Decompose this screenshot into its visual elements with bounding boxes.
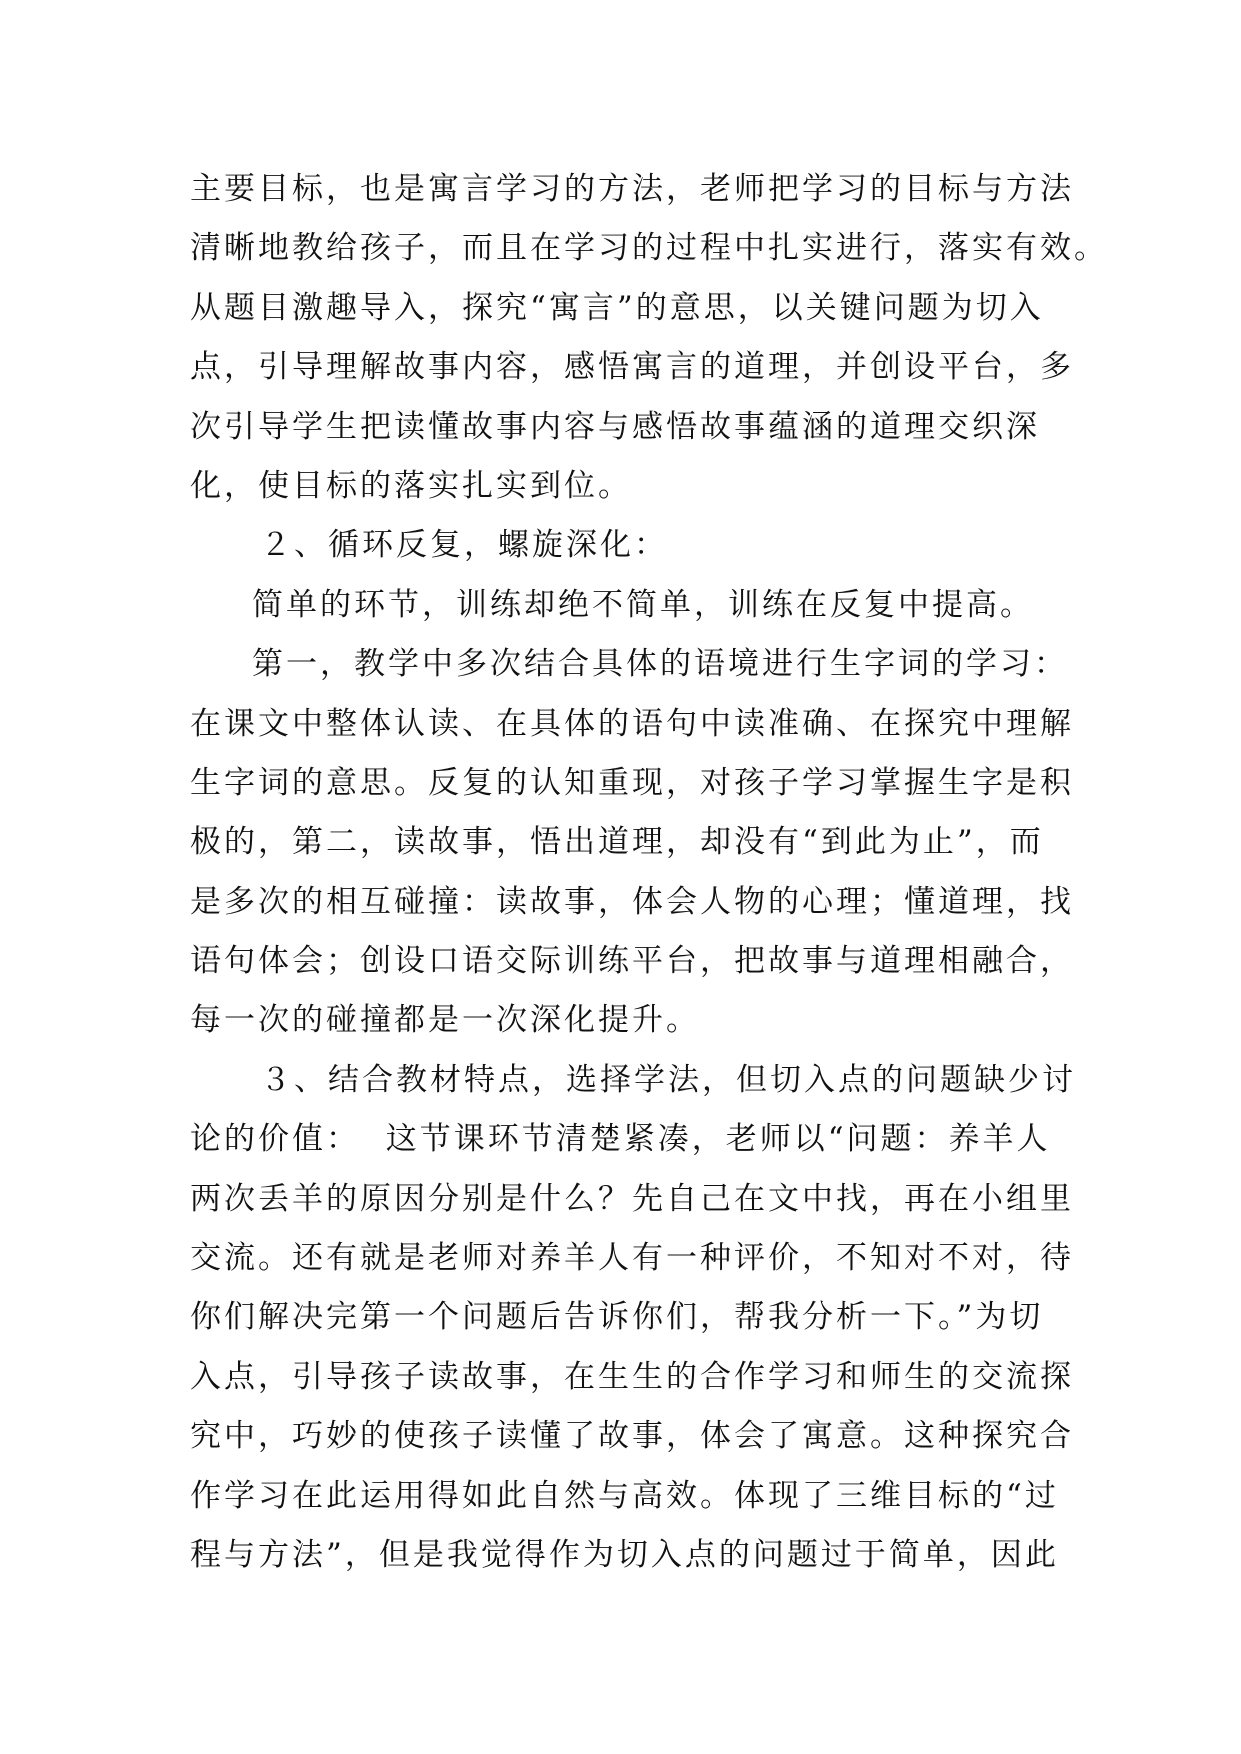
text-line: 在课文中整体认读、在具体的语句中读准确、在探究中理解: [190, 705, 1074, 742]
text-line: 每一次的碰撞都是一次深化提升。: [190, 1002, 700, 1039]
text-line: 是多次的相互碰撞：读故事，体会人物的心理；懂道理，找: [190, 883, 1074, 920]
text-line: 清晰地教给孩子，而且在学习的过程中扎实进行，落实有效。: [190, 230, 1108, 267]
section-heading-3: ３、结合教材特点，选择学法，但切入点的问题缺少讨: [260, 1061, 1076, 1098]
text-line: 化，使目标的落实扎实到位。: [190, 467, 632, 504]
text-line: 究中，巧妙的使孩子读懂了故事，体会了寓意。这种探究合: [190, 1418, 1074, 1455]
text-line: 点，引导理解故事内容，感悟寓言的道理，并创设平台，多: [190, 349, 1074, 386]
section-heading-2: ２、循环反复，螺旋深化：: [260, 527, 668, 564]
text-line: 生字词的意思。反复的认知重现，对孩子学习掌握生字是积: [190, 764, 1074, 801]
text-line: 语句体会；创设口语交际训练平台，把故事与道理相融合，: [190, 943, 1074, 980]
text-line: 论的价值： 这节课环节清楚紧凑，老师以“问题：养羊人: [190, 1121, 1051, 1158]
text-line: 你们解决完第一个问题后告诉你们，帮我分析一下。”为切: [190, 1299, 1044, 1336]
text-line: 简单的环节，训练却绝不简单，训练在反复中提高。: [252, 586, 1034, 623]
text-line: 入点，引导孩子读故事，在生生的合作学习和师生的交流探: [190, 1358, 1074, 1395]
text-line: 从题目激趣导入，探究“寓言”的意思，以关键问题为切入: [190, 289, 1044, 326]
text-line: 主要目标，也是寓言学习的方法，老师把学习的目标与方法: [190, 171, 1074, 207]
text-line: 两次丢羊的原因分别是什么？先自己在文中找，再在小组里: [190, 1180, 1074, 1217]
text-line: 极的，第二，读故事，悟出道理，却没有“到此为止”，而: [190, 824, 1044, 861]
body-text: [190, 160, 1108, 1585]
text-line: 交流。还有就是老师对养羊人有一种评价，不知对不对，待: [190, 1240, 1074, 1277]
text-line: 作学习在此运用得如此自然与高效。体现了三维目标的“过: [190, 1477, 1059, 1514]
text-line: 次引导学生把读懂故事内容与感悟故事蕴涵的道理交织深: [190, 408, 1040, 445]
text-line: 第一，教学中多次结合具体的语境进行生字词的学习：: [252, 646, 1068, 683]
text-line: 程与方法”，但是我觉得作为切入点的问题过于简单，因此: [190, 1536, 1059, 1573]
